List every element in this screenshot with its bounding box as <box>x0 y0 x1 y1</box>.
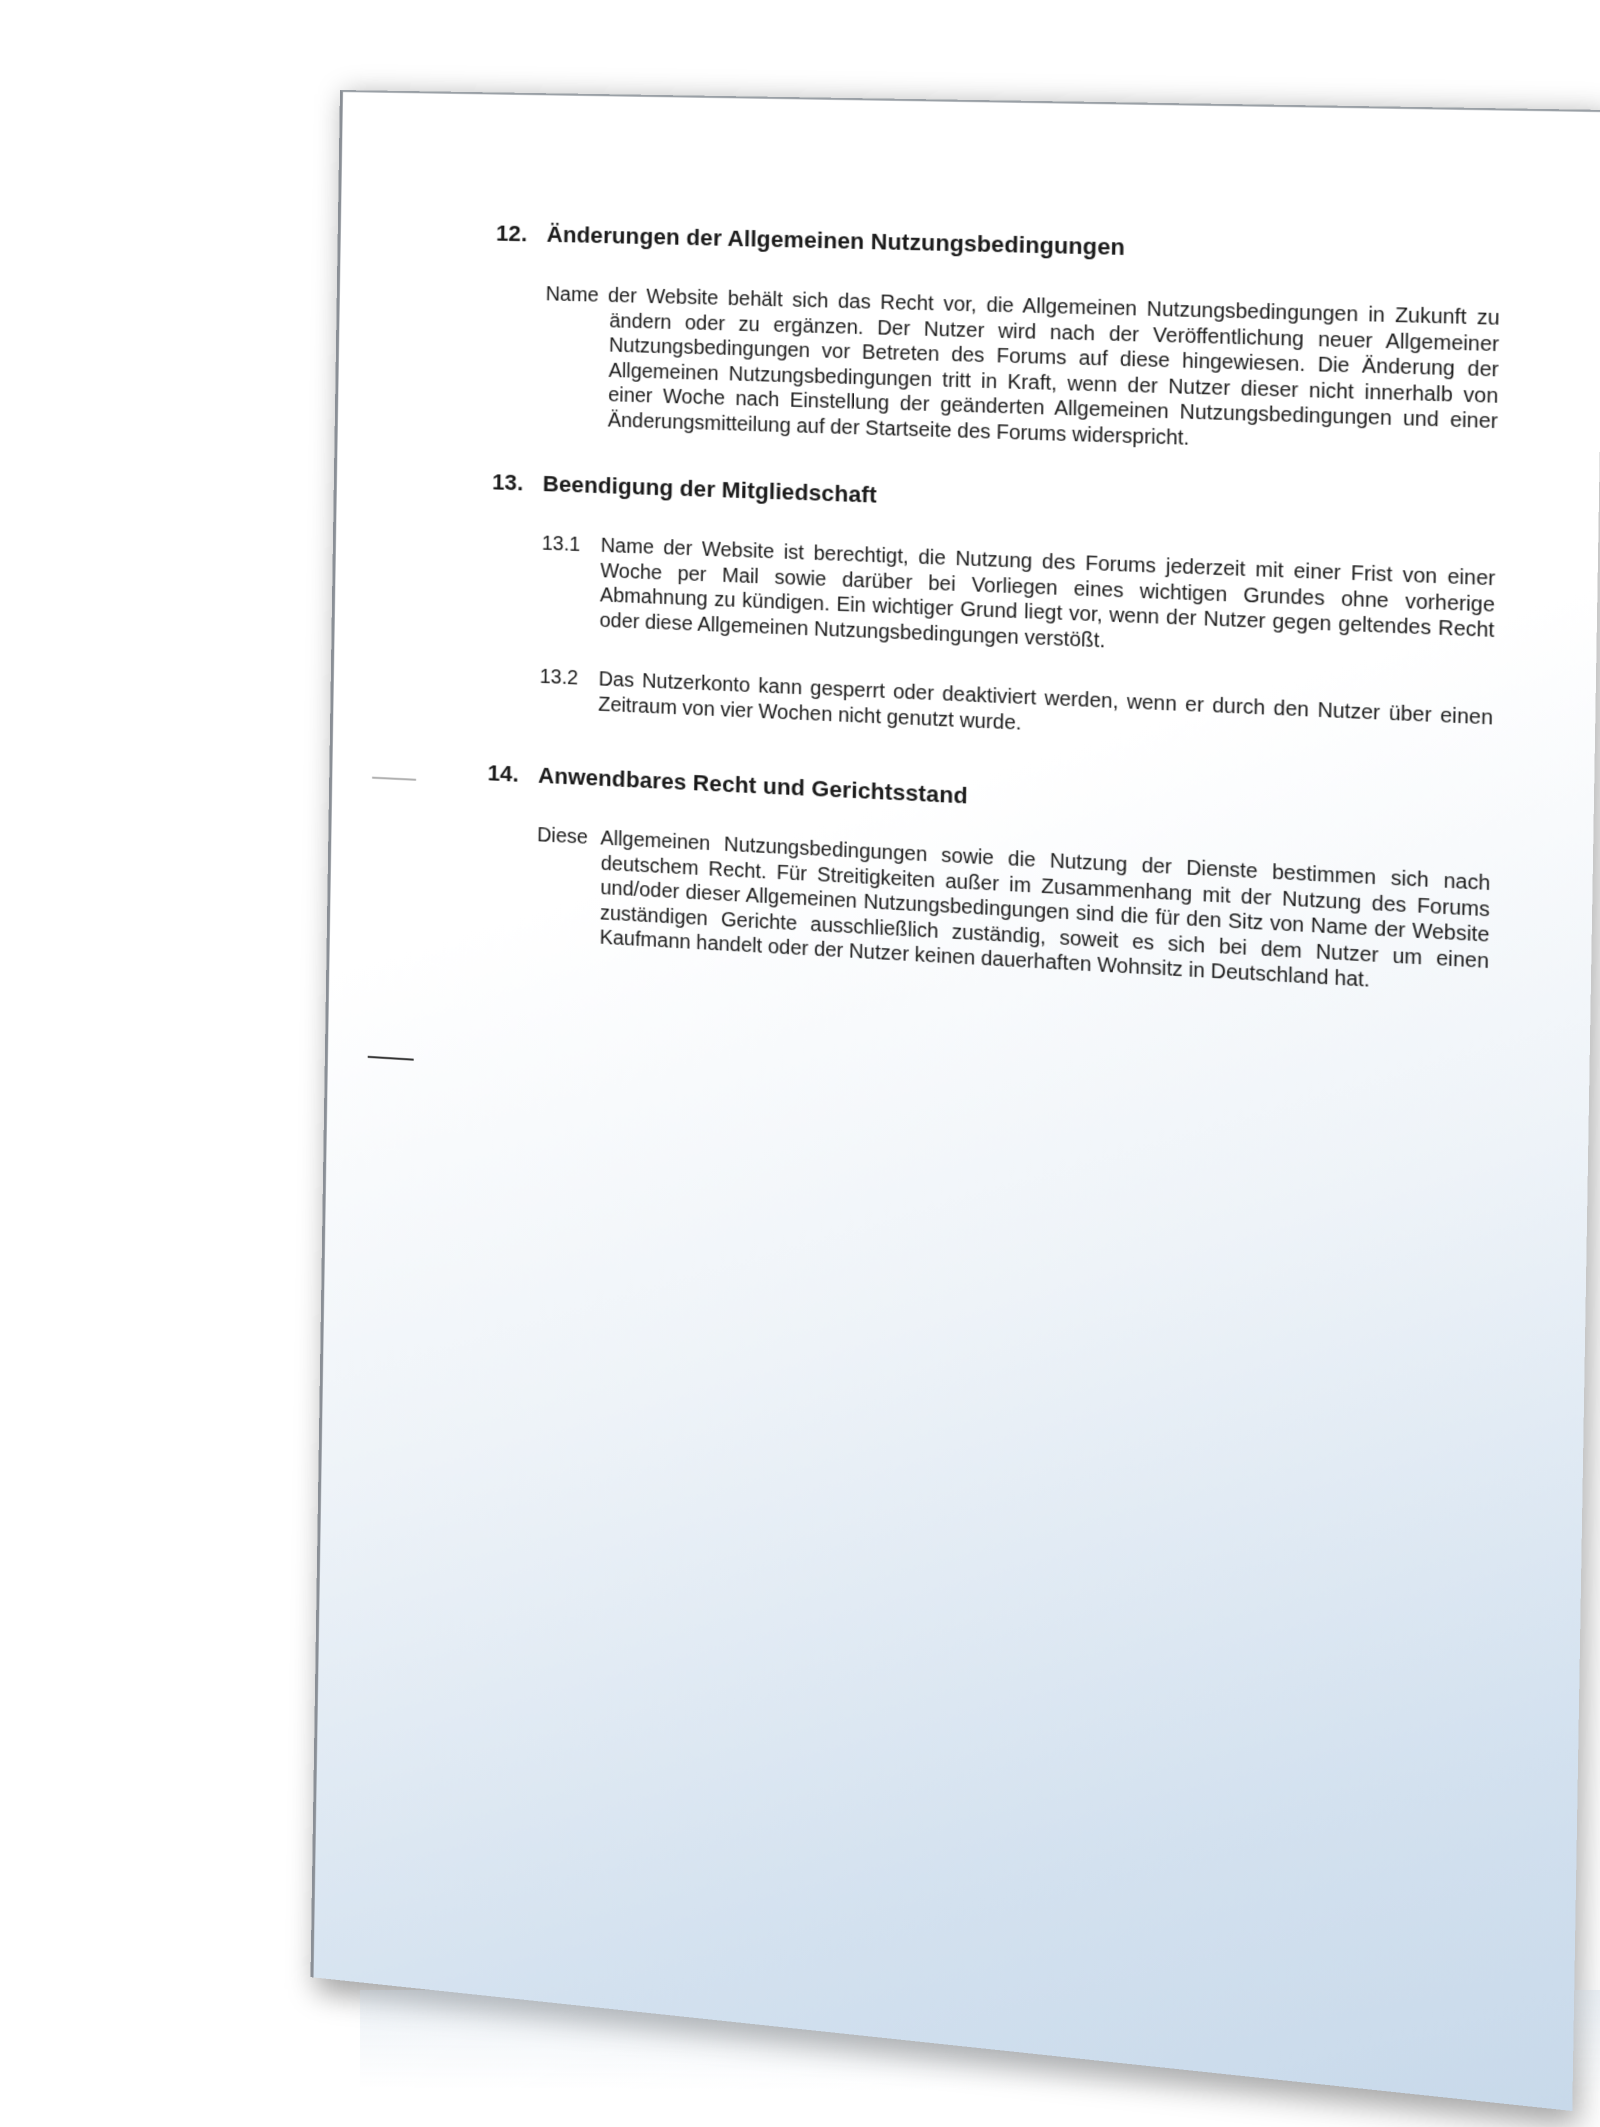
section-title: Beendigung der Mitgliedschaft <box>542 470 877 508</box>
section-title: Änderungen der Allgemeinen Nutzungsbedingungen <box>546 221 1126 261</box>
section-heading <box>496 220 1501 269</box>
section-title: Anwendbares Recht und Gerichtsstand <box>537 762 968 809</box>
section-heading <box>487 760 1491 835</box>
fold-mark <box>372 777 416 781</box>
subsection-13-1 <box>540 531 1495 669</box>
section-14 <box>485 760 1492 1000</box>
subsection-number: 13.1 <box>541 532 581 557</box>
section-number: 13. <box>491 469 524 496</box>
section-paragraph: Name der Website behält sich das Recht vor, die Allgemeinen Nutzungsbedingungen in Zukunft zu ändern oder zu ergänzen. Der Nutzer wird nach der Veröffentlichung neuer Allgemeiner Nutzungsbedingungen vor Betreten des Forums auf diese hingewiesen. Die Änderung der Allgemeinen Nutzungsbedingungen tritt in Kraft, wenn der Nutzer dieser nicht innerhalb von einer Woche nach Einstellung der geänderten Allgemeinen Nutzungsbedingungen und einer Änderungsmitteilung auf der Startseite des Forums widerspricht. <box>545 283 1500 450</box>
subsection-number: 13.2 <box>539 665 579 690</box>
subsection-text: Das Nutzerkonto kann gesperrt oder deaktiviert werden, wenn er durch den Nutzer über einen Zeitraum von vier Wochen nicht genutzt wurde. <box>598 668 1494 735</box>
section-paragraph: Diese Allgemeinen Nutzungsbedingungen sowie die Nutzung der Dienste bestimmen sich nach deutschem Recht. Für Streitigkeiten außer im Zusammenhang mit der Nutzung des Forums und/oder dieser Allgemeinen Nutzungsbedingungen sind die für den Sitz von Name der Website zuständigen Gerichte ausschließlich zuständig, soweit es sich bei dem Nutzer um einen Kaufmann handelt oder der Nutzer keinen dauerhaften Wohnsitz in Deutschland hat. <box>537 824 1491 992</box>
section-13 <box>489 469 1497 757</box>
section-number: 14. <box>487 760 519 787</box>
punch-mark <box>368 1056 414 1061</box>
subsection-text: Name der Website ist berechtigt, die Nutzung des Forums jederzeit mit einer Frist von einer Woche per Mail sowie darüber bei Vorliegen eines wichtigen Grundes ohne vorherige Abmahnung zu kündigen. Ein wichtiger Grund liegt vor, wenn der Nutzer gegen geltendes Recht oder diese Allgemeinen Nutzungsbedingungen verstößt. <box>599 534 1496 653</box>
section-heading <box>492 469 1497 530</box>
section-12 <box>493 220 1501 460</box>
page-content <box>484 220 1501 1040</box>
section-number: 12. <box>495 220 528 247</box>
document-page <box>311 90 1600 2111</box>
subsection-13-2 <box>539 665 1493 758</box>
